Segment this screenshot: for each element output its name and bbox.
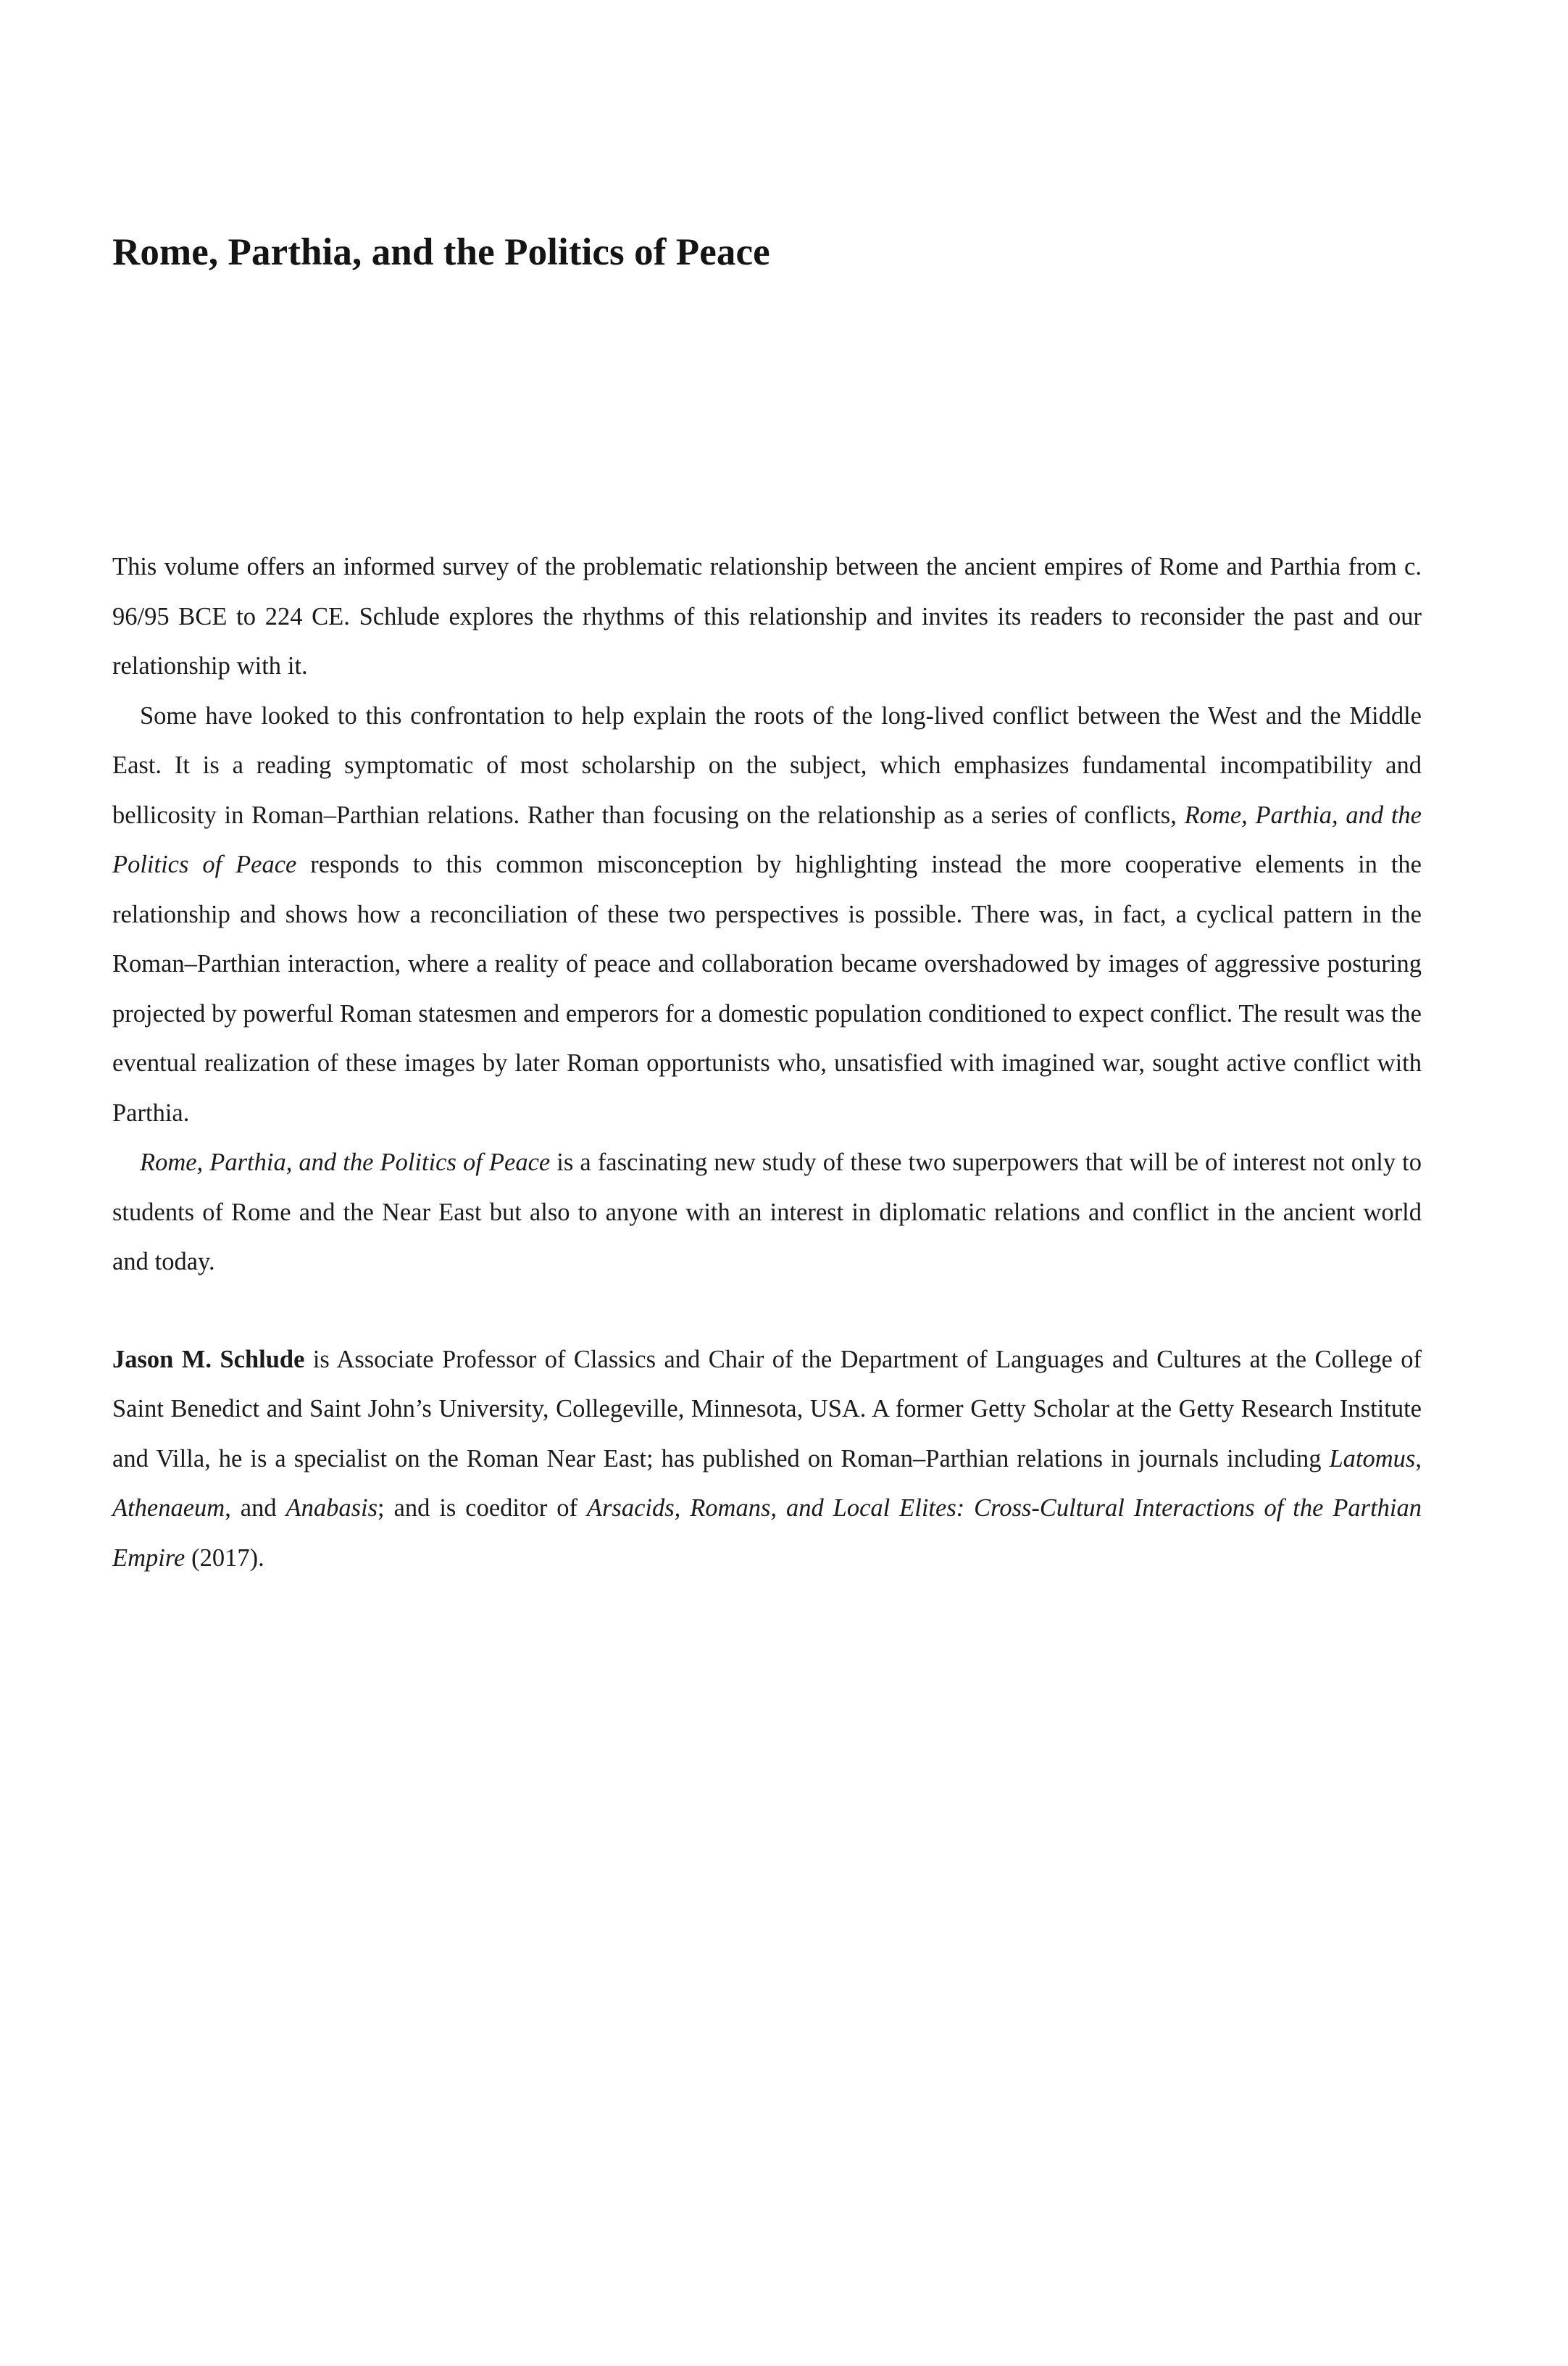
- blurb-text-column: [112, 542, 1422, 1583]
- italic-title: Arsacids, Romans, and Local Elites: Cross-Cultural Interactions of the Parthian Empire: [112, 1494, 1422, 1572]
- author-name: Jason M. Schlude: [112, 1345, 305, 1373]
- author-bio-paragraph: Jason M. Schlude is Associate Professor of Classics and Chair of the Department of Languages and Cultures at the College of Saint Benedict and Saint John’s University, Collegeville, Minnesota, USA. A former Getty Scholar at the Getty Research Institute and Villa, he is a specialist on the Roman Near East; has published on Roman–Parthian relations in journals including Latomus, Athenaeum, and Anabasis; and is coeditor of Arsacids, Romans, and Local Elites: Cross-Cultural Interactions of the Parthian Empire (2017).: [112, 1345, 1422, 1572]
- italic-title: Rome, Parthia, and the Politics of Peace: [112, 801, 1422, 878]
- blurb-paragraph-3: Rome, Parthia, and the Politics of Peace is a fascinating new study of these two superpowers that will be of interest not only to students of Rome and the Near East but also to anyone with an interest in diplomatic relations and conflict in the ancient world and today.: [112, 1149, 1422, 1275]
- blurb-paragraph-2: Some have looked to this confrontation to help explain the roots of the long-lived conflict between the West and the Middle East. It is a reading symptomatic of most scholarship on the subject, which emphasizes fundamental incompatibility and bellicosity in Roman–Parthian relations. Rather than focusing on the relationship as a series of conflicts, Rome, Parthia, and the Politics of Peace responds to this common misconception by highlighting instead the more cooperative elements in the relationship and shows how a reconciliation of these two perspectives is possible. There was, in fact, a cyclical pattern in the Roman–Parthian interaction, where a reality of peace and collaboration became overshadowed by images of aggressive posturing projected by powerful Roman statesmen and emperors for a domestic population conditioned to expect conflict. The result was the eventual realization of these images by later Roman opportunists who, unsatisfied with imagined war, sought active conflict with Parthia.: [112, 701, 1422, 1127]
- title-block: [112, 230, 1424, 275]
- page-title: Rome, Parthia, and the Politics of Peace: [112, 231, 770, 273]
- blurb-paragraph-1: This volume offers an informed survey of the problematic relationship between the ancient empires of Rome and Parthia from c. 96/95 BCE to 224 CE. Schlude explores the rhythms of this relationship and invites its readers to reconsider the past and our relationship with it.: [112, 553, 1422, 680]
- italic-title: Rome, Parthia, and the Politics of Peace: [140, 1149, 551, 1176]
- italic-title: Latomus: [1329, 1444, 1416, 1472]
- italic-title: Athenaeum: [112, 1494, 225, 1522]
- italic-title: Anabasis: [285, 1494, 378, 1522]
